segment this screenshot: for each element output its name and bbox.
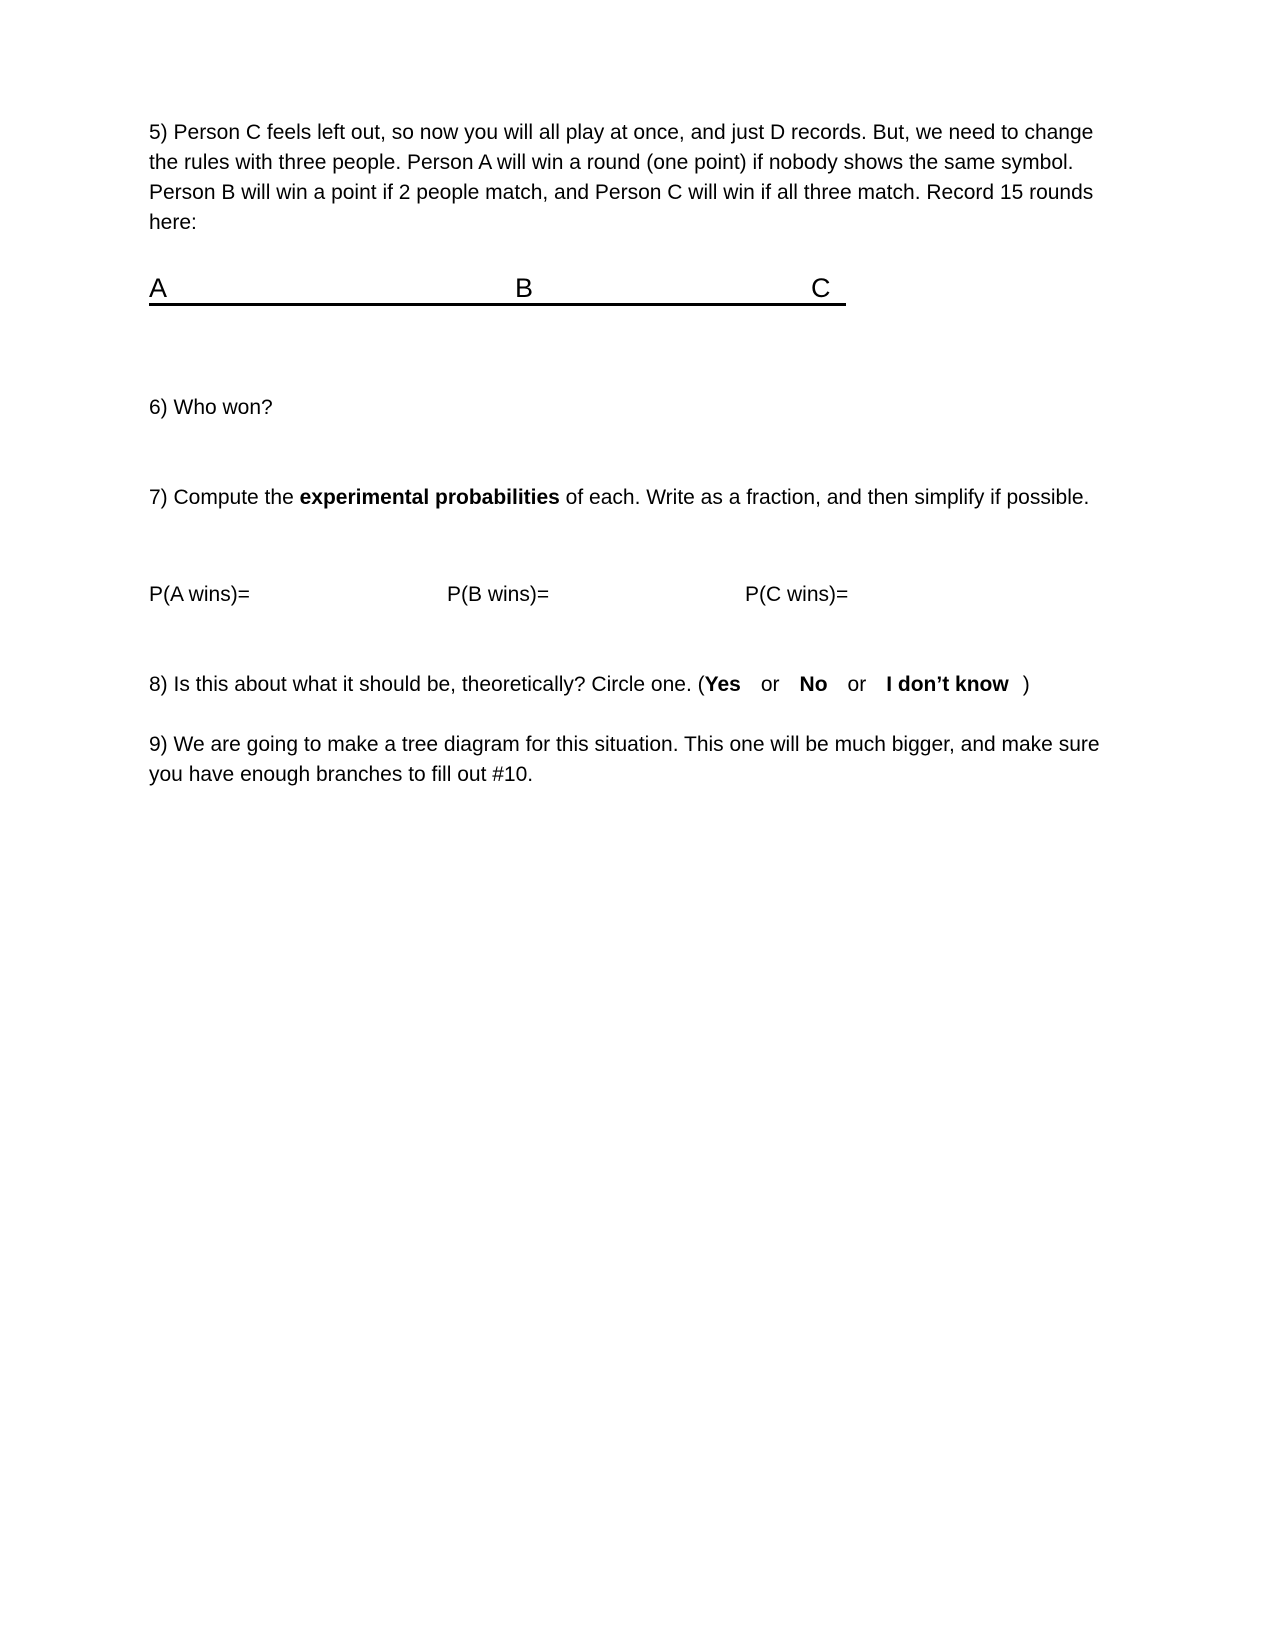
question-6-text: 6) Who won? <box>149 396 273 419</box>
or-word-1: or <box>760 673 780 696</box>
option-no: No <box>799 673 828 696</box>
question-9-text: 9) We are going to make a tree diagram for this situation. This one will be much bigger, and make sure you have enough branches to fill out #10. <box>149 733 1100 786</box>
column-b-label: B <box>515 273 534 303</box>
probability-b-label: P(B wins)= <box>447 583 550 606</box>
question-5-text: 5) Person C feels left out, so now you will all play at once, and just D records. But, we need to change the rules with three people. Person A will win a round (one point) if nobody shows the same symbol. Person B will win a point if 2 people match, and Person C will win if all three match. Record 15 rounds here: <box>149 121 1094 234</box>
tally-table-header <box>149 273 846 306</box>
question-7-suffix: of each. Write as a fraction, and then simplify if possible. <box>559 486 1090 509</box>
closing-paren: ) <box>1022 673 1030 696</box>
question-8-prefix: 8) Is this about what it should be, theoretically? Circle one. ( <box>149 673 705 696</box>
question-7-text <box>149 483 1109 513</box>
probability-a-label: P(A wins)= <box>149 583 250 606</box>
column-c-label: C <box>811 273 831 303</box>
question-7-prefix: 7) Compute the <box>149 486 300 509</box>
probability-c-label: P(C wins)= <box>745 583 849 606</box>
option-i-dont-know: I don’t know <box>886 673 1009 696</box>
option-yes: Yes <box>704 673 741 696</box>
column-a-label: A <box>149 273 168 303</box>
or-word-2: or <box>847 673 867 696</box>
question-8-text <box>149 670 1149 700</box>
question-7-bold-term: experimental probabilities <box>299 486 560 509</box>
